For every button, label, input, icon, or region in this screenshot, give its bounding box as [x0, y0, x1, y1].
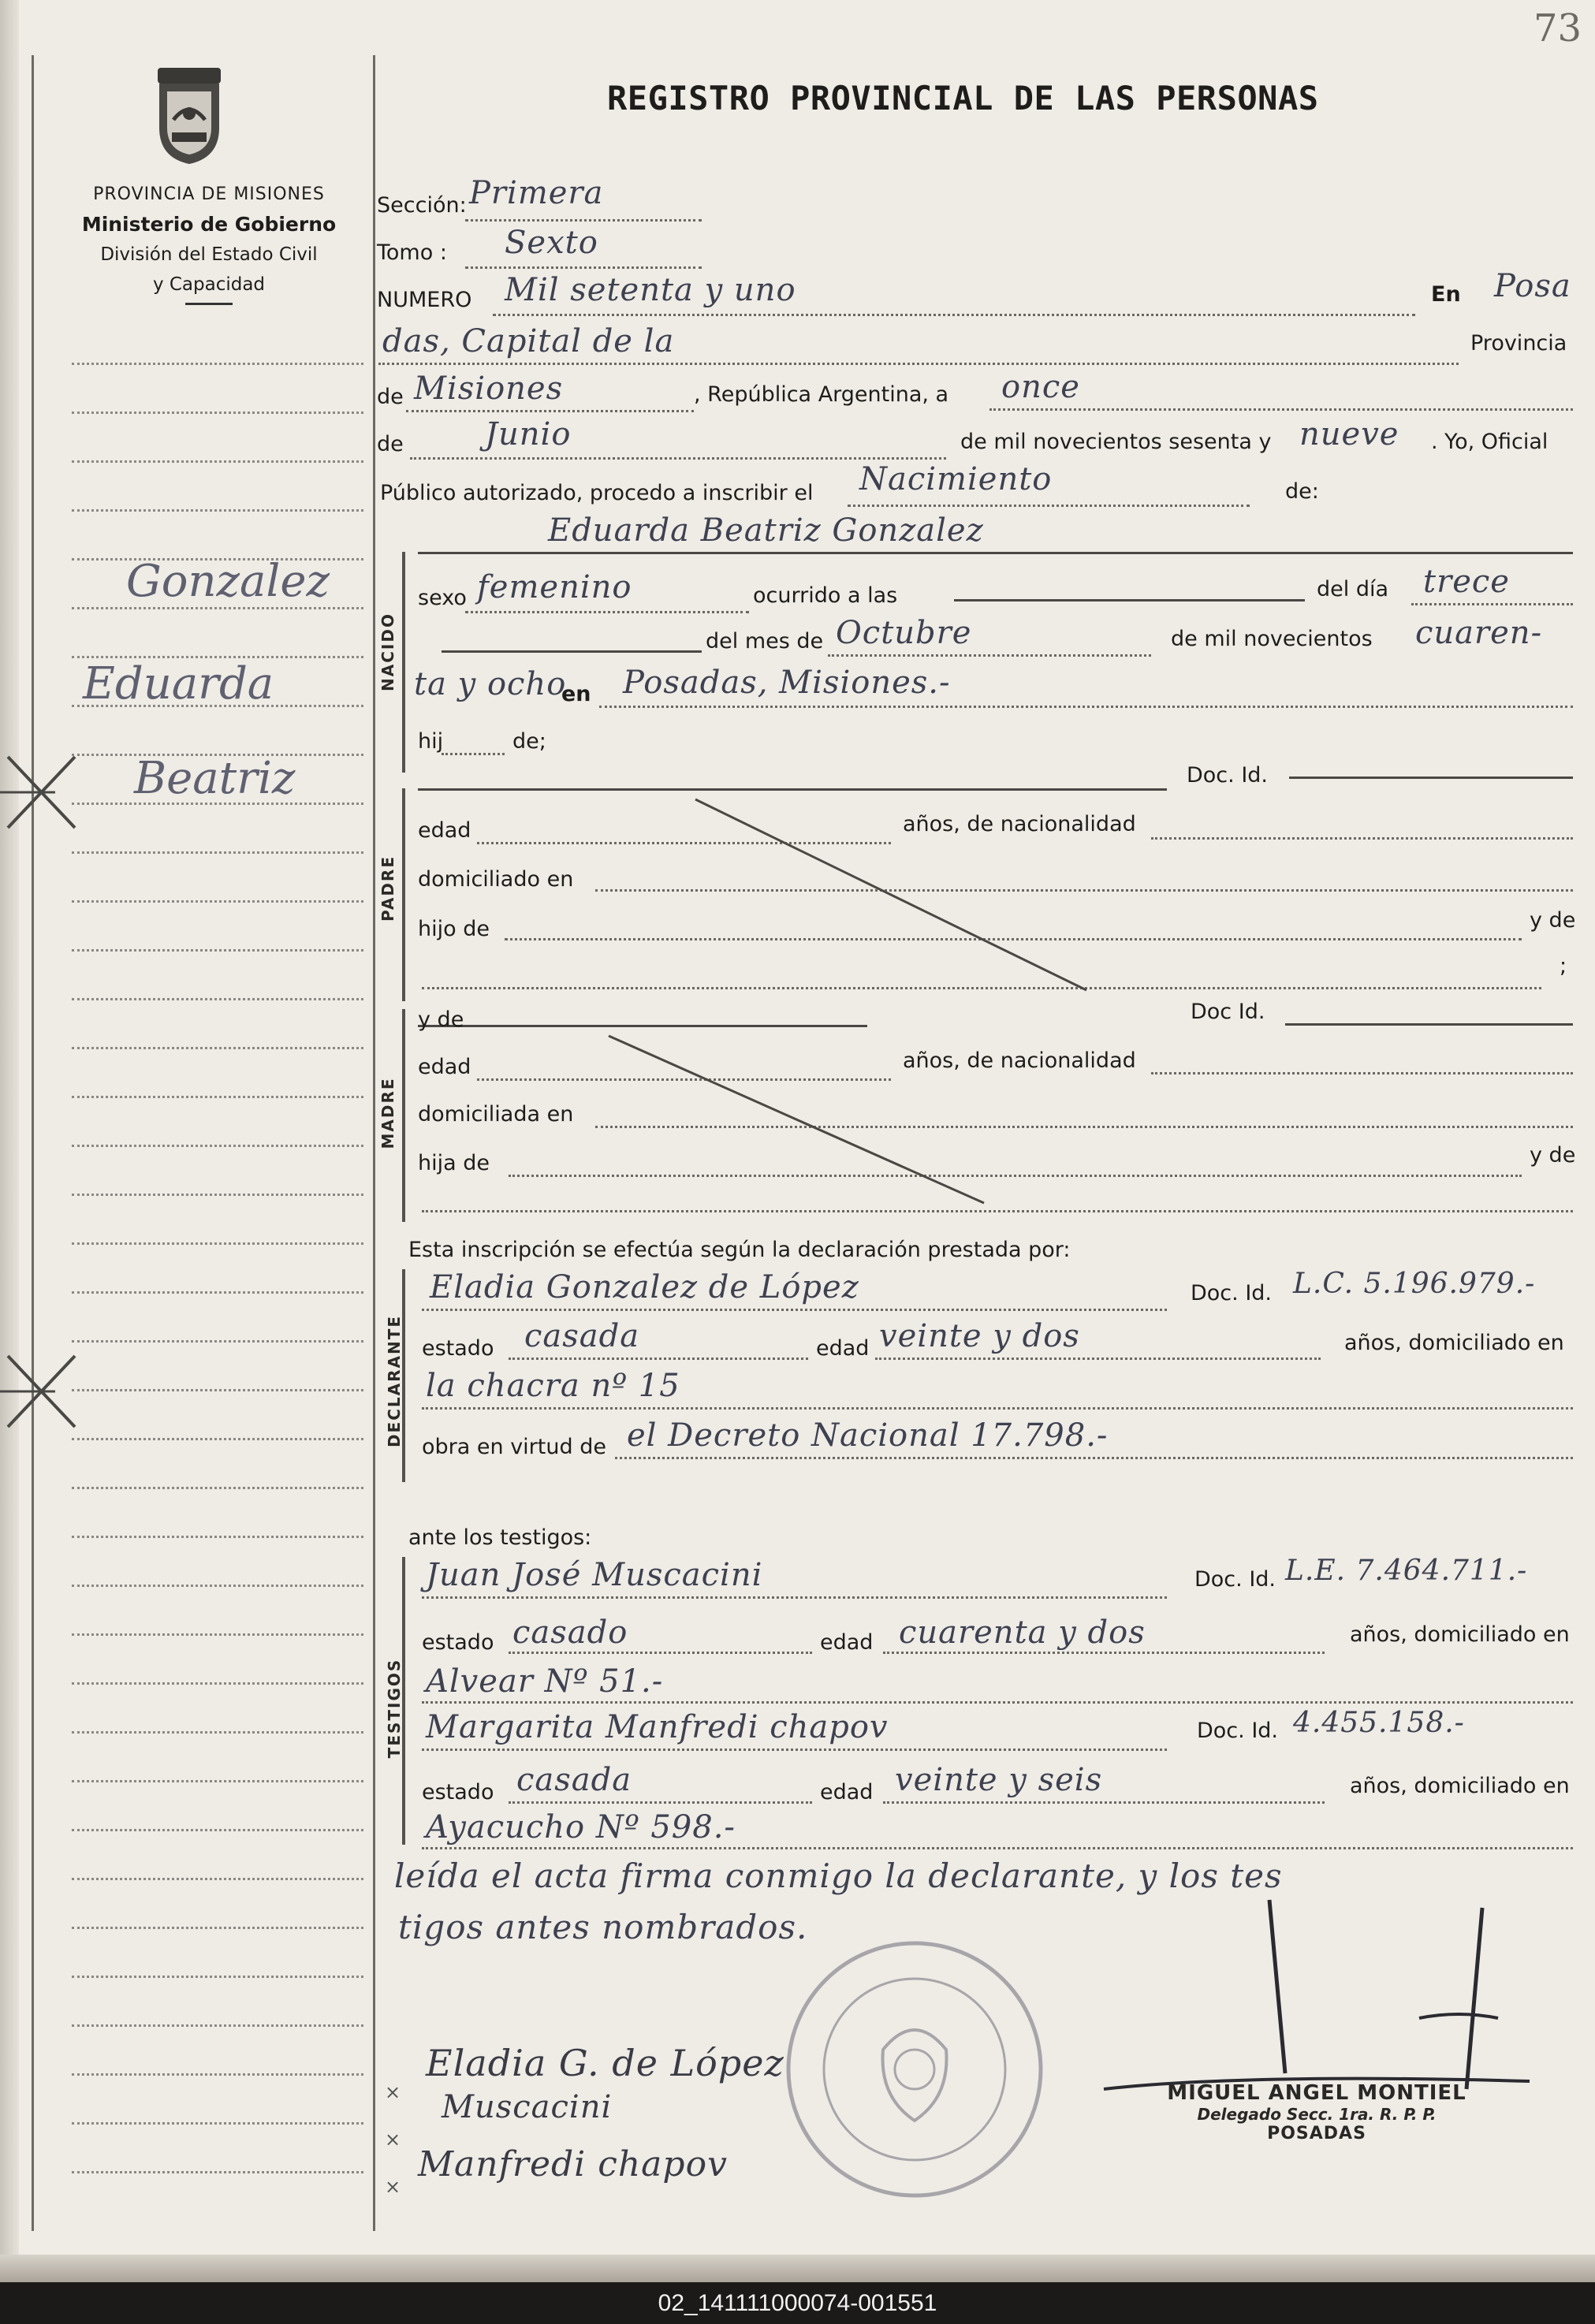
line — [1151, 1072, 1573, 1074]
margin-surname: Gonzalez — [126, 556, 330, 607]
side-label-madre: MADRE — [378, 1077, 397, 1149]
line — [828, 654, 1151, 657]
line — [875, 1358, 1321, 1360]
label-anos-dom-testigo-1: años, domiciliado en — [1350, 1622, 1570, 1647]
margin-ruled-line — [72, 900, 363, 903]
testigo-2-edad: veinte y seis — [895, 1762, 1103, 1798]
page-number: 73 — [1534, 6, 1582, 50]
label-en: En — [1431, 282, 1461, 307]
line — [509, 1801, 812, 1804]
label-estado-declarante: estado — [422, 1336, 494, 1361]
line — [615, 1457, 1573, 1459]
document-title: REGISTRO PROVINCIAL DE LAS PERSONAS — [607, 79, 1319, 117]
official-signature-block — [1120, 2081, 1514, 2143]
issuer-ministry: Ministerio de Gobierno — [81, 213, 337, 236]
margin-column — [32, 55, 375, 2231]
stitch-mark-icon — [0, 1340, 87, 1443]
line — [418, 788, 1167, 791]
testigo-1-estado: casado — [512, 1615, 628, 1651]
margin-ruled-line — [72, 1487, 363, 1489]
margin-middle-name: Beatriz — [134, 753, 296, 804]
line — [954, 599, 1305, 601]
line — [378, 363, 1459, 365]
margin-ruled-line — [72, 1829, 363, 1831]
declarante-estado: casada — [524, 1318, 640, 1354]
declarante-domicilio: la chacra nº 15 — [426, 1368, 680, 1404]
image-caption: 02_141111000074-001551 — [0, 2282, 1595, 2324]
line — [465, 266, 702, 269]
value-sexo: femenino — [477, 569, 632, 605]
line — [883, 1652, 1325, 1654]
label-anos-dom-declarante: años, domiciliado en — [1344, 1331, 1564, 1355]
label-edad-padre: edad — [418, 818, 471, 843]
label-edad-testigo-2: edad — [820, 1780, 874, 1804]
label-doc-id-padre: Doc Id. — [1191, 1000, 1265, 1024]
testigo-1-edad: cuarenta y dos — [899, 1615, 1146, 1651]
line — [422, 1596, 1167, 1599]
line — [402, 1009, 405, 1222]
value-provincia: Misiones — [414, 371, 564, 407]
value-anio: nueve — [1299, 416, 1399, 453]
margin-ruled-line — [72, 1145, 363, 1147]
line — [422, 1210, 1573, 1212]
label-de-semicolon: de; — [512, 729, 546, 754]
line — [422, 1749, 1167, 1751]
margin-ruled-line — [72, 460, 363, 463]
label-anos-nac-madre: años, de nacionalidad — [903, 1048, 1136, 1073]
margin-ruled-line — [72, 1536, 363, 1538]
line — [406, 410, 694, 412]
label-hija-de: hija de — [418, 1151, 490, 1175]
closing-note-line-2: tigos antes nombrados. — [398, 1908, 808, 1946]
testigo-1-doc: L.E. 7.464.711.- — [1285, 1555, 1528, 1587]
margin-ruled-line — [72, 2024, 363, 2027]
label-hijo-de: hijo de — [418, 917, 490, 941]
label-esta-inscripcion: Esta inscripción se efectúa según la declaración prestada por: — [408, 1238, 1071, 1262]
value-lugar-nac: Posadas, Misiones.- — [623, 665, 951, 701]
label-seccion: Sección: — [377, 193, 467, 218]
label-edad-madre: edad — [418, 1055, 471, 1079]
side-label-nacido: NACIDO — [378, 613, 397, 691]
testigo-2-estado: casada — [516, 1762, 632, 1798]
line — [989, 408, 1573, 411]
value-dia-nac: trece — [1423, 564, 1510, 600]
value-city-2: das, Capital de la — [382, 323, 675, 359]
label-yo-oficial: . Yo, Oficial — [1431, 430, 1548, 454]
official-city: POSADAS — [1267, 2124, 1366, 2143]
margin-ruled-line — [72, 363, 363, 365]
declarante-edad: veinte y dos — [879, 1318, 1080, 1354]
label-edad-declarante: edad — [816, 1336, 870, 1361]
tiny-x: × — [385, 2081, 401, 2103]
line — [509, 1358, 808, 1360]
line — [1151, 837, 1573, 840]
strike-line-madre — [607, 1033, 986, 1206]
value-dia: once — [1001, 369, 1080, 405]
tiny-x: × — [385, 2176, 401, 2198]
line — [465, 611, 749, 613]
margin-ruled-line — [72, 1878, 363, 1880]
testigo-1-nombre: Juan José Muscacini — [426, 1557, 763, 1593]
value-anio-nac-1: cuaren- — [1415, 615, 1543, 651]
official-stamp-icon — [781, 1931, 1049, 2207]
value-nombre: Eduarda Beatriz Gonzalez — [548, 512, 984, 549]
label-de-2: de — [377, 432, 404, 456]
label-del-mes: del mes de — [706, 629, 824, 654]
closing-note-line-1: leída el acta firma conmigo la declarante, y los tes — [394, 1857, 1283, 1895]
line — [1411, 603, 1573, 605]
label-y-de-madre-top: y de — [418, 1007, 464, 1032]
official-signature-mark — [1088, 1892, 1561, 2113]
label-del-dia: del día — [1317, 577, 1389, 601]
testigo-2-domicilio: Ayacucho Nº 598.- — [426, 1809, 736, 1845]
tiny-x: × — [385, 2128, 401, 2151]
label-sesenta: de mil novecientos sesenta y — [960, 430, 1272, 454]
value-seccion: Primera — [469, 175, 604, 211]
side-label-padre: PADRE — [378, 855, 397, 922]
label-doc-id-testigo-2: Doc. Id. — [1197, 1719, 1279, 1743]
label-de-colon: de: — [1285, 479, 1319, 504]
label-anos-dom-testigo-2: años, domiciliado en — [1350, 1774, 1570, 1798]
testigo-2-nombre: Margarita Manfredi chapov — [426, 1709, 889, 1745]
value-mes-nac: Octubre — [836, 615, 972, 651]
label-estado-testigo-1: estado — [422, 1630, 494, 1655]
margin-ruled-line — [72, 1585, 363, 1587]
margin-ruled-line — [72, 1340, 363, 1343]
signature-testigo-2: Manfredi chapov — [418, 2144, 728, 2184]
label-ocurrido: ocurrido a las — [753, 583, 898, 608]
line — [422, 1407, 1573, 1410]
label-hij: hij — [418, 729, 444, 754]
label-en-lower: en — [561, 682, 591, 706]
label-numero: NUMERO — [377, 288, 472, 312]
margin-ruled-line — [72, 607, 363, 609]
value-mes: Junio — [485, 416, 572, 453]
issuer-dash — [185, 303, 233, 305]
label-de-mil-nov: de mil novecientos — [1171, 627, 1373, 651]
label-tomo: Tomo : — [377, 240, 447, 265]
page-bottom-edge — [0, 2255, 1595, 2282]
label-doc-id-declarante: Doc. Id. — [1191, 1281, 1273, 1305]
line — [442, 650, 702, 653]
line — [1289, 777, 1573, 779]
label-doc-id-testigo-1: Doc. Id. — [1194, 1567, 1276, 1592]
label-sexo: sexo — [418, 586, 467, 610]
signature-testigo-1: Muscacini — [442, 2089, 613, 2125]
margin-ruled-line — [72, 1927, 363, 1929]
margin-first-name: Eduarda — [83, 658, 274, 709]
label-domiciliada-madre: domiciliada en — [418, 1102, 574, 1127]
label-de-1: de — [377, 385, 404, 409]
label-y-de-padre: y de — [1530, 908, 1576, 933]
line — [442, 753, 505, 755]
margin-ruled-line — [72, 2073, 363, 2076]
margin-ruled-line — [72, 1682, 363, 1685]
line — [422, 1309, 1167, 1311]
issuer-capacity: y Capacidad — [152, 274, 266, 295]
label-ante-testigos: ante los testigos: — [408, 1525, 592, 1550]
margin-ruled-line — [72, 1242, 363, 1245]
official-role: Delegado Secc. 1ra. R. P. P. — [1197, 2105, 1437, 2124]
label-edad-testigo-1: edad — [820, 1630, 874, 1655]
declarante-nombre: Eladia Gonzalez de López — [430, 1269, 859, 1305]
declarante-doc: L.C. 5.196.979.- — [1293, 1268, 1536, 1300]
line — [883, 1801, 1325, 1804]
margin-ruled-line — [72, 1731, 363, 1734]
line — [422, 1847, 1573, 1849]
margin-ruled-line — [72, 1389, 363, 1391]
line — [402, 552, 405, 773]
line — [493, 314, 1415, 316]
label-estado-testigo-2: estado — [422, 1780, 494, 1804]
margin-ruled-line — [72, 509, 363, 512]
value-city-1: Posa — [1494, 268, 1571, 304]
margin-ruled-line — [72, 2122, 363, 2125]
margin-ruled-line — [72, 2171, 363, 2173]
margin-ruled-line — [72, 1194, 363, 1196]
margin-ruled-line — [72, 1096, 363, 1098]
issuer-block — [43, 180, 375, 305]
strike-line-padre — [694, 796, 1088, 993]
label-y-de-madre: y de — [1530, 1143, 1576, 1168]
line — [410, 457, 946, 460]
label-publico: Público autorizado, procedo a inscribir el — [380, 481, 814, 505]
line — [848, 505, 1250, 507]
label-semicolon: ; — [1560, 954, 1567, 978]
label-doc-id-hijo: Doc. Id. — [1187, 763, 1269, 788]
label-anos-nac-padre: años, de nacionalidad — [903, 812, 1136, 836]
line — [402, 788, 405, 1001]
testigo-2-doc: 4.455.158.- — [1293, 1707, 1465, 1739]
testigo-1-domicilio: Alvear Nº 51.- — [426, 1663, 664, 1700]
line — [1285, 1023, 1573, 1026]
line — [418, 1025, 867, 1027]
official-name: MIGUEL ANGEL MONTIEL — [1167, 2081, 1466, 2105]
margin-ruled-line — [72, 1976, 363, 1978]
line — [422, 1701, 1573, 1704]
signature-declarante: Eladia G. de López — [426, 2042, 784, 2084]
line — [418, 552, 1573, 554]
margin-ruled-line — [72, 1438, 363, 1440]
side-label-declarante: DECLARANTE — [385, 1314, 404, 1448]
label-obra: obra en virtud de — [422, 1435, 606, 1459]
label-domiciliado-padre: domiciliado en — [418, 867, 574, 892]
margin-ruled-line — [72, 1780, 363, 1782]
stitch-mark-icon — [0, 741, 87, 844]
value-tomo: Sexto — [505, 225, 598, 261]
declarante-obra: el Decreto Nacional 17.798.- — [627, 1417, 1109, 1454]
binding-edge — [0, 0, 19, 2282]
margin-ruled-line — [72, 1291, 363, 1294]
label-republica: , República Argentina, a — [694, 382, 949, 407]
line — [509, 1652, 812, 1654]
line — [599, 706, 1573, 708]
province-crest-icon — [150, 65, 229, 167]
margin-ruled-line — [72, 851, 363, 854]
issuer-division: División del Estado Civil — [100, 244, 318, 265]
margin-ruled-line — [72, 998, 363, 1000]
side-label-testigos: TESTIGOS — [385, 1658, 404, 1759]
line — [465, 219, 702, 222]
margin-ruled-line — [72, 412, 363, 414]
margin-ruled-line — [72, 1047, 363, 1049]
margin-ruled-line — [72, 1633, 363, 1636]
issuer-province: PROVINCIA DE MISIONES — [93, 184, 325, 204]
value-anio-nac-2: ta y ocho — [414, 666, 567, 702]
value-numero: Mil setenta y uno — [505, 272, 796, 308]
margin-ruled-line — [72, 949, 363, 952]
value-tipo: Nacimiento — [859, 461, 1053, 497]
label-provincia: Provincia — [1470, 331, 1567, 356]
